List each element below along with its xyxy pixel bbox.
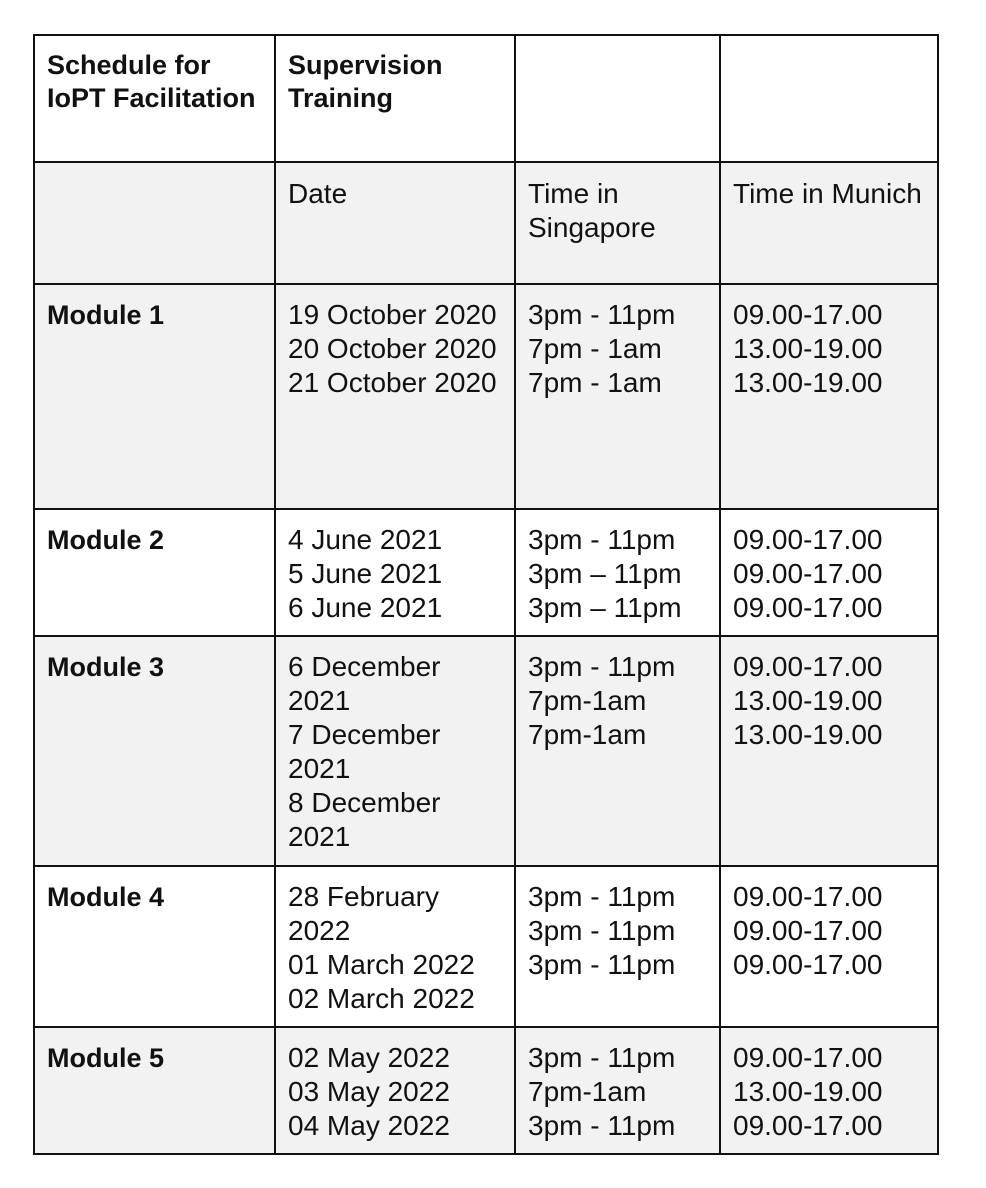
table-row <box>34 284 938 509</box>
singapore-time: 7pm - 1am <box>528 333 662 364</box>
dates-cell <box>275 509 515 636</box>
singapore-time: 3pm - 11pm <box>528 1042 676 1073</box>
date-entry: 03 May 2022 <box>288 1076 450 1107</box>
header-cell-supervision <box>275 35 515 162</box>
date-entry: 8 December 2021 <box>288 787 441 852</box>
singapore-times-cell <box>515 866 720 1027</box>
singapore-time: 3pm - 11pm <box>528 651 676 682</box>
singapore-time: 3pm – 11pm <box>528 592 682 623</box>
singapore-time: 3pm - 11pm <box>528 299 676 330</box>
table-row <box>34 636 938 866</box>
module-label-cell <box>34 284 275 509</box>
column-label-singapore: Time in Singapore <box>528 178 656 243</box>
column-label-singapore-cell <box>515 162 720 284</box>
module-label: Module 3 <box>47 652 165 682</box>
singapore-time: 7pm-1am <box>528 685 647 716</box>
dates-cell <box>275 284 515 509</box>
munich-times-cell <box>720 284 938 509</box>
singapore-time: 3pm - 11pm <box>528 949 676 980</box>
munich-time: 09.00-17.00 <box>733 558 883 589</box>
date-entry: 6 June 2021 <box>288 592 443 623</box>
date-entry: 6 December 2021 <box>288 651 441 716</box>
module-label-cell <box>34 509 275 636</box>
munich-time: 13.00-19.00 <box>733 367 883 398</box>
date-entry: 28 February 2022 <box>288 881 439 946</box>
table-row <box>34 866 938 1027</box>
date-entry: 20 October 2020 <box>288 333 497 364</box>
date-entry: 02 March 2022 <box>288 983 475 1014</box>
column-label-empty <box>34 162 275 284</box>
singapore-time: 7pm-1am <box>528 1076 647 1107</box>
singapore-time: 3pm – 11pm <box>528 558 682 589</box>
column-label-munich: Time in Munich <box>733 178 922 209</box>
dates-cell <box>275 636 515 866</box>
date-entry: 19 October 2020 <box>288 299 497 330</box>
column-label-date: Date <box>288 178 348 209</box>
date-entry: 02 May 2022 <box>288 1042 450 1073</box>
module-label-cell <box>34 636 275 866</box>
header-cell-empty-3 <box>515 35 720 162</box>
munich-time: 09.00-17.00 <box>733 949 883 980</box>
dates-cell <box>275 866 515 1027</box>
munich-time: 09.00-17.00 <box>733 592 883 623</box>
munich-time: 09.00-17.00 <box>733 1110 883 1141</box>
munich-times-cell <box>720 866 938 1027</box>
munich-time: 13.00-19.00 <box>733 333 883 364</box>
module-label: Module 1 <box>47 300 165 330</box>
header-schedule-title: Schedule for IoPT Facilitation <box>47 50 256 113</box>
singapore-times-cell <box>515 636 720 866</box>
singapore-time: 3pm - 11pm <box>528 915 676 946</box>
table-row <box>34 509 938 636</box>
header-supervision-title: Supervision Training <box>288 50 443 113</box>
date-entry: 4 June 2021 <box>288 524 443 555</box>
schedule-table <box>33 34 939 1155</box>
munich-time: 13.00-19.00 <box>733 1076 883 1107</box>
munich-time: 09.00-17.00 <box>733 915 883 946</box>
singapore-time: 3pm - 11pm <box>528 524 676 555</box>
date-entry: 01 March 2022 <box>288 949 475 980</box>
munich-times-cell <box>720 509 938 636</box>
header-cell-schedule <box>34 35 275 162</box>
munich-times-cell <box>720 636 938 866</box>
munich-time: 09.00-17.00 <box>733 651 883 682</box>
module-label: Module 2 <box>47 525 165 555</box>
column-label-date-cell <box>275 162 515 284</box>
munich-time: 09.00-17.00 <box>733 881 883 912</box>
singapore-times-cell <box>515 509 720 636</box>
singapore-time: 7pm - 1am <box>528 367 662 398</box>
table-row <box>34 1027 938 1154</box>
table-header-row <box>34 35 938 162</box>
singapore-time: 7pm-1am <box>528 719 647 750</box>
column-label-munich-cell <box>720 162 938 284</box>
column-labels-row <box>34 162 938 284</box>
munich-time: 13.00-19.00 <box>733 685 883 716</box>
date-entry: 7 December 2021 <box>288 719 441 784</box>
munich-times-cell <box>720 1027 938 1154</box>
date-entry: 04 May 2022 <box>288 1110 450 1141</box>
module-label: Module 5 <box>47 1043 165 1073</box>
munich-time: 09.00-17.00 <box>733 524 883 555</box>
singapore-time: 3pm - 11pm <box>528 881 676 912</box>
date-entry: 21 October 2020 <box>288 367 497 398</box>
munich-time: 09.00-17.00 <box>733 299 883 330</box>
munich-time: 09.00-17.00 <box>733 1042 883 1073</box>
singapore-times-cell <box>515 1027 720 1154</box>
date-entry: 5 June 2021 <box>288 558 443 589</box>
dates-cell <box>275 1027 515 1154</box>
module-label-cell <box>34 1027 275 1154</box>
singapore-times-cell <box>515 284 720 509</box>
singapore-time: 3pm - 11pm <box>528 1110 676 1141</box>
module-label: Module 4 <box>47 882 165 912</box>
munich-time: 13.00-19.00 <box>733 719 883 750</box>
module-label-cell <box>34 866 275 1027</box>
header-cell-empty-4 <box>720 35 938 162</box>
